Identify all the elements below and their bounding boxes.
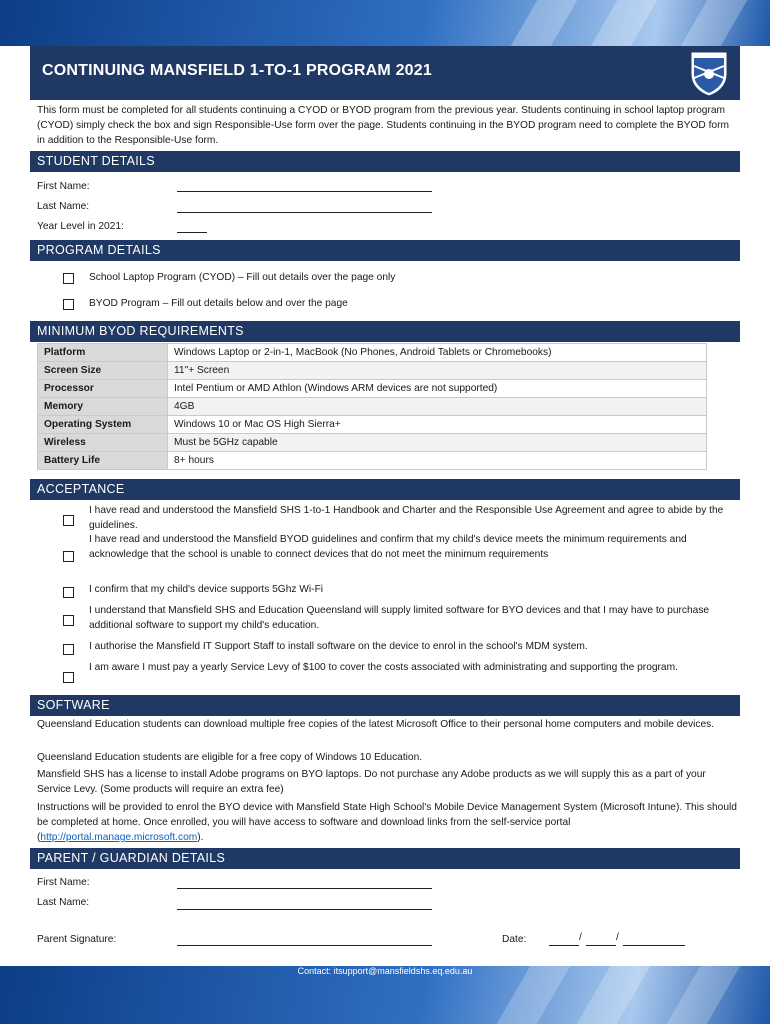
requirement-key: Memory [38, 398, 168, 416]
date-separator: / [579, 932, 582, 943]
requirement-value: Intel Pentium or AMD Athlon (Windows ARM devices are not supported) [168, 380, 707, 398]
student-first-name-label: First Name: [37, 181, 90, 192]
section-title: ACCEPTANCE [37, 482, 125, 496]
software-paragraph-adobe: Mansfield SHS has a license to install Adobe programs on BYO laptops. Do not purchase any Adobe products as we will supply this as a part of your Service Levy. (Some products will require an extra fee) [37, 769, 706, 795]
date-month-field[interactable] [586, 945, 616, 946]
byod-option-label: BYOD Program – Fill out details below and over the page [89, 298, 348, 309]
program-details-header [30, 240, 740, 261]
requirement-key: Battery Life [38, 452, 168, 470]
requirement-value: 11"+ Screen [168, 362, 707, 380]
table-row [38, 398, 707, 416]
acceptance-text-software: I understand that Mansfield SHS and Education Queensland will supply limited software for BYO devices and that I may have to purchase additional software to support my child's education. [89, 605, 710, 631]
parent-first-name-label: First Name: [37, 877, 90, 888]
portal-link[interactable]: http://portal.manage.microsoft.com [40, 832, 198, 843]
section-title: SOFTWARE [37, 698, 110, 712]
acceptance-checkbox-handbook[interactable] [63, 515, 74, 526]
parent-last-name-label: Last Name: [37, 897, 90, 908]
intune-text: Instructions will be provided to enrol the BYO device with Mansfield State High School's Mobile Device Management System (Microsoft Intune). This should be completed at home. Once enrolled, you will have access to software and download links from the self-service portal ( [37, 802, 737, 843]
student-first-name-field[interactable] [177, 191, 432, 192]
section-title: MINIMUM BYOD REQUIREMENTS [37, 324, 244, 338]
parent-details-header [30, 848, 740, 869]
section-title: PARENT / GUARDIAN DETAILS [37, 851, 226, 865]
requirement-key: Wireless [38, 434, 168, 452]
date-day-field[interactable] [549, 945, 579, 946]
requirements-table [37, 343, 707, 470]
date-year-field[interactable] [623, 945, 685, 946]
student-last-name-label: Last Name: [37, 201, 90, 212]
requirement-key: Platform [38, 344, 168, 362]
requirement-key: Screen Size [38, 362, 168, 380]
requirement-value: Windows 10 or Mac OS High Sierra+ [168, 416, 707, 434]
table-row [38, 362, 707, 380]
school-crest-logo [686, 48, 732, 98]
software-paragraph-intune [37, 800, 737, 845]
date-label: Date: [502, 934, 527, 945]
software-paragraph-windows: Queensland Education students are eligible for a free copy of Windows 10 Education. [37, 752, 423, 763]
acceptance-text-mdm: I authorise the Mansfield IT Support Staff to install software on the device to enrol in the school's MDM system. [89, 641, 588, 652]
requirement-value: Windows Laptop or 2-in-1, MacBook (No Phones, Android Tablets or Chromebooks) [168, 344, 707, 362]
parent-last-name-field[interactable] [177, 909, 432, 910]
table-row [38, 434, 707, 452]
cyod-option-label: School Laptop Program (CYOD) – Fill out details over the page only [89, 272, 396, 283]
student-last-name-field[interactable] [177, 212, 432, 213]
acceptance-text-handbook: I have read and understood the Mansfield SHS 1-to-1 Handbook and Charter and the Responsible Use Agreement and agree to abide by the guidelines. [89, 505, 724, 531]
table-row [38, 452, 707, 470]
requirement-key: Processor [38, 380, 168, 398]
acceptance-checkbox-software[interactable] [63, 615, 74, 626]
table-row [38, 416, 707, 434]
software-paragraph-office: Queensland Education students can download multiple free copies of the latest Microsoft Office to their personal home computers and mobile devices. [37, 719, 715, 730]
acceptance-checkbox-levy[interactable] [63, 672, 74, 683]
parent-signature-label: Parent Signature: [37, 934, 117, 945]
byod-checkbox[interactable] [63, 299, 74, 310]
acceptance-text-guidelines: I have read and understood the Mansfield BYOD guidelines and confirm that my child's device meets the minimum requirements and acknowledge that the school is unable to connect devices that do not meet the minimum requirements [89, 534, 687, 560]
acceptance-checkbox-guidelines[interactable] [63, 551, 74, 562]
section-title: PROGRAM DETAILS [37, 243, 161, 257]
requirement-value: Must be 5GHz capable [168, 434, 707, 452]
cyod-checkbox[interactable] [63, 273, 74, 284]
footer-contact: Contact: itsupport@mansfieldshs.eq.edu.au [297, 966, 473, 976]
form-title: CONTINUING MANSFIELD 1-TO-1 PROGRAM 2021 [42, 62, 432, 79]
table-row [38, 344, 707, 362]
intune-text-end: ). [197, 832, 204, 843]
student-details-header [30, 151, 740, 172]
header-decoration-band [0, 0, 770, 46]
acceptance-checkbox-wifi[interactable] [63, 587, 74, 598]
acceptance-checkbox-mdm[interactable] [63, 644, 74, 655]
parent-first-name-field[interactable] [177, 888, 432, 889]
date-separator: / [616, 932, 619, 943]
byod-requirements-header [30, 321, 740, 342]
section-title: STUDENT DETAILS [37, 154, 155, 168]
form-title-bar [30, 46, 740, 100]
acceptance-header [30, 479, 740, 500]
intro-text: This form must be completed for all students continuing a CYOD or BYOD program from the previous year. Students continuing in school laptop program (CYOD) simply check the box and sign Responsible-Use form over the page. Students continuing in the BYOD program need to complete the BYOD form in addition to the Responsible-Use form. [37, 105, 729, 146]
year-level-field[interactable] [177, 232, 207, 233]
requirement-key: Operating System [38, 416, 168, 434]
requirement-value: 8+ hours [168, 452, 707, 470]
requirement-value: 4GB [168, 398, 707, 416]
year-level-label: Year Level in 2021: [37, 221, 124, 232]
software-header [30, 695, 740, 716]
table-row [38, 380, 707, 398]
parent-signature-field[interactable] [177, 945, 432, 946]
acceptance-text-levy: I am aware I must pay a yearly Service Levy of $100 to cover the costs associated with administrating and supporting the program. [89, 662, 678, 673]
acceptance-text-wifi: I confirm that my child's device supports 5Ghz Wi-Fi [89, 584, 324, 595]
